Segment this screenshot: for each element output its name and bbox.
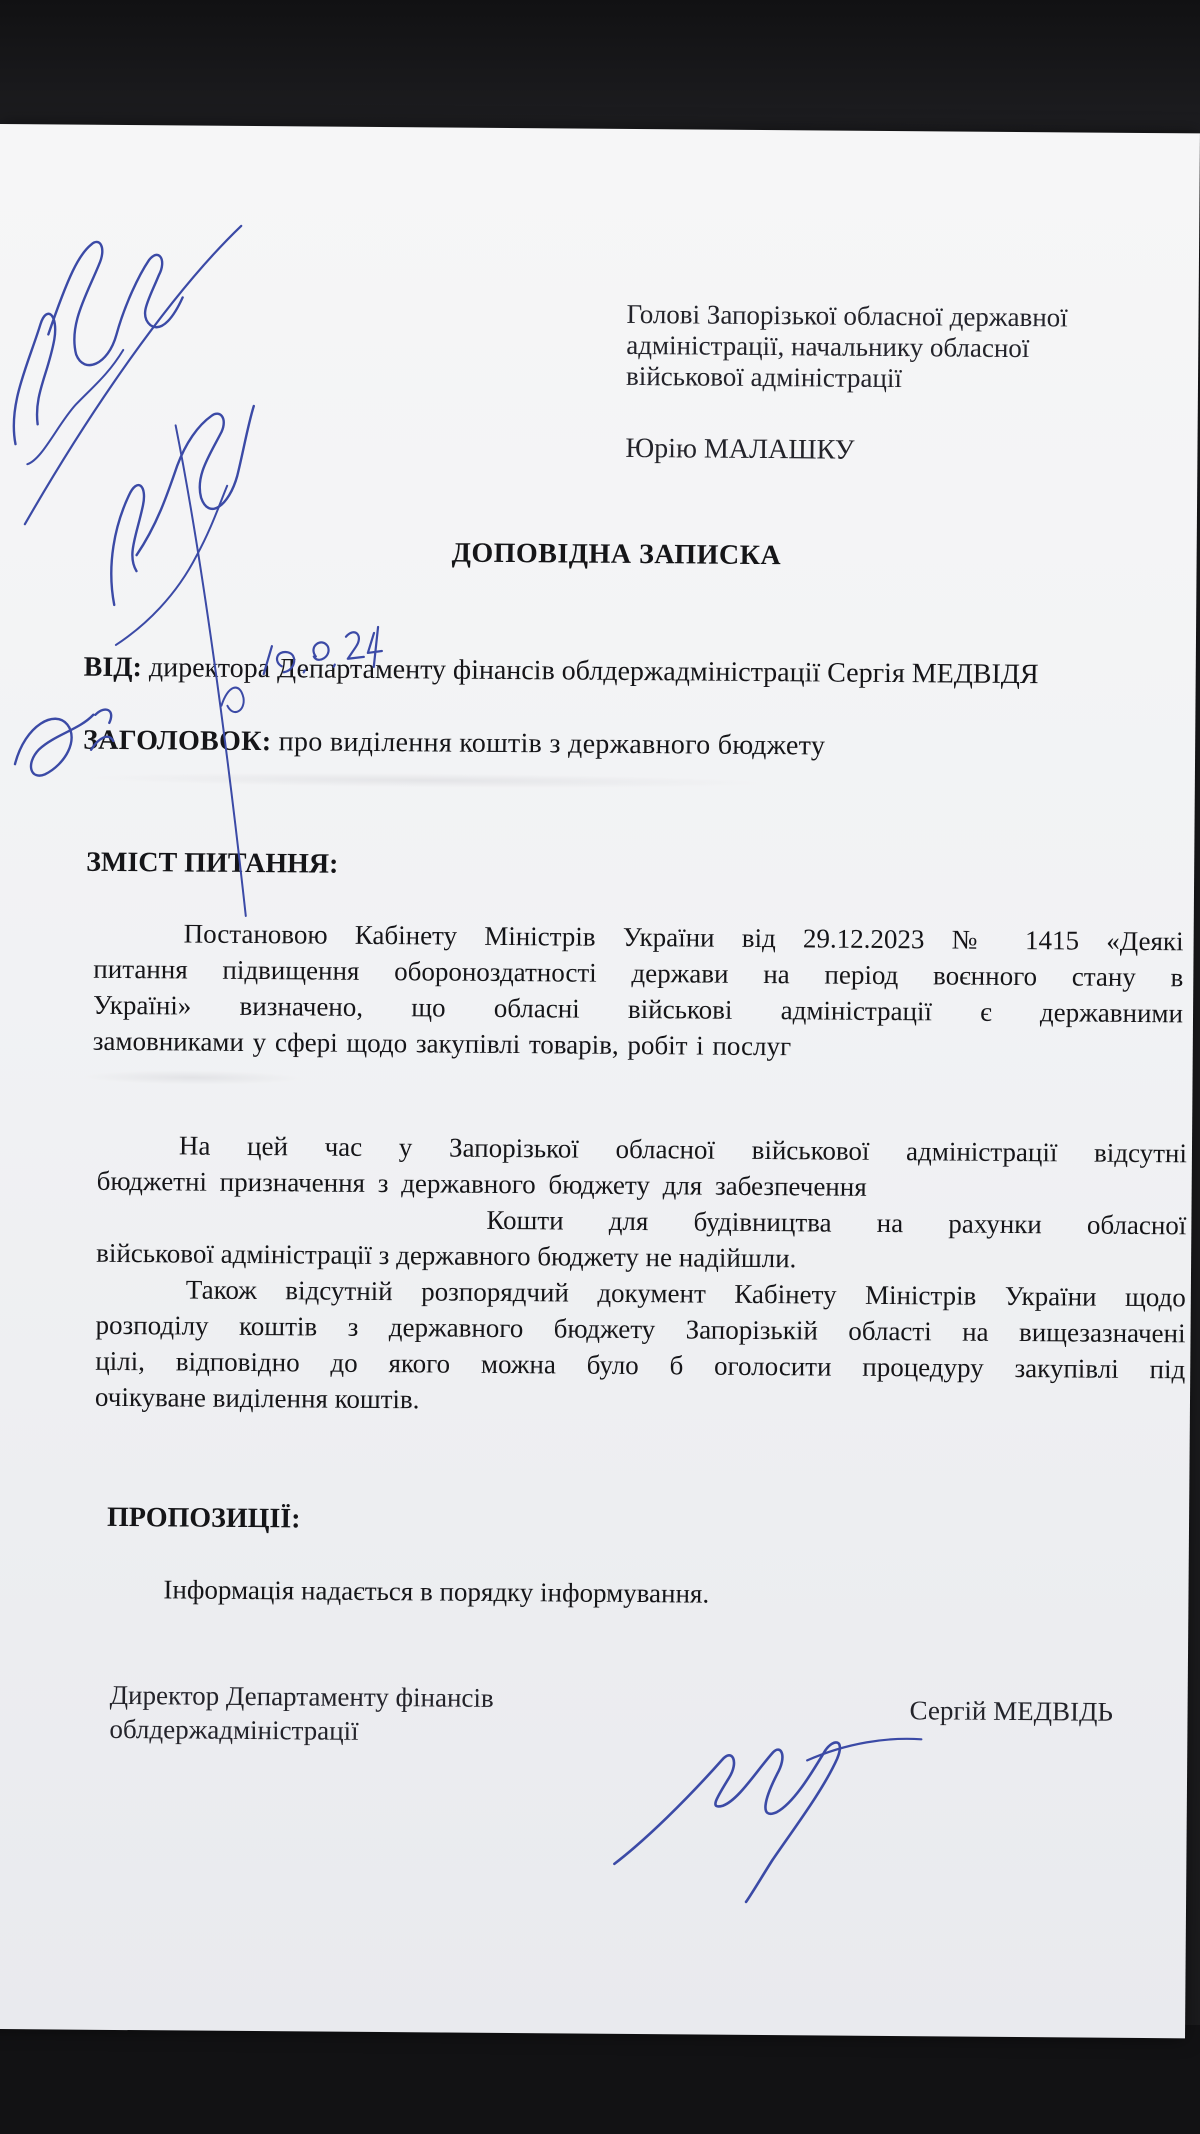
addressee-name: Юрію МАЛАШКУ xyxy=(625,432,855,466)
addressee-line: Голові Запорізької обласної державної xyxy=(626,298,1068,333)
paragraph-line: замовниками у сфері щодо закупівлі товарів, робіт і послуг xyxy=(92,1025,792,1062)
subject-label: ЗАГОЛОВОК: xyxy=(83,724,272,758)
resolution-scribble xyxy=(111,405,254,606)
paragraph-line: бюджетні призначення з державного бюджету для забезпечення xyxy=(96,1165,867,1202)
signatory-name: Сергій МЕДВІДЬ xyxy=(909,1695,1114,1727)
document-page xyxy=(0,124,1200,2038)
addressee-line: військової адміністрації xyxy=(625,360,903,394)
content-heading: ЗМІСТ ПИТАННЯ: xyxy=(86,846,339,880)
resolution-scribble xyxy=(14,241,183,445)
paragraph-line: військової адміністрації з державного бюджету не надійшли. xyxy=(96,1237,797,1274)
content-paragraph-3 xyxy=(95,1271,1186,1424)
signatory-position-line: Директор Департаменту фінансів xyxy=(109,1679,494,1713)
background-bottom xyxy=(0,2025,1200,2134)
signature-stroke xyxy=(807,1738,921,1761)
content-paragraph-1 xyxy=(93,915,1184,1068)
content-paragraph-2 xyxy=(96,1127,1187,1280)
redacted-area xyxy=(85,771,765,790)
paragraph-line: На цей час у Запорізької обласної військової адміністрації відсутні xyxy=(178,1130,1188,1169)
paragraph-line: очікуване виділення коштів. xyxy=(94,1381,420,1415)
paragraph-line: розподілу коштів з державного бюджету Запорізькій області на вищезазначені xyxy=(95,1309,1186,1349)
from-line xyxy=(84,650,1039,692)
addressee-line: адміністрації, начальнику обласної xyxy=(626,329,1030,364)
paragraph-line: Україні» визначено, що обласні військові адміністрації є державними xyxy=(92,989,1184,1029)
proposals-text: Інформація надається в порядку інформування. xyxy=(163,1574,710,1609)
resolution-scribble xyxy=(27,349,123,465)
paragraph-line: Кошти для будівництва на рахунки обласної xyxy=(486,1204,1187,1241)
subject-line xyxy=(83,723,825,764)
redacted-area xyxy=(82,1070,302,1086)
subject-text: про виділення коштів з державного бюджету xyxy=(278,726,826,762)
resolution-diagonal-stroke xyxy=(25,224,241,526)
signature-stroke xyxy=(614,1741,840,1903)
paragraph-line: цілі, відповідно до якого можна було б оголосити процедуру закупівлі під xyxy=(95,1345,1186,1385)
paragraph-line: питання підвищення обороноздатності держави на період воєнного стану в xyxy=(93,953,1184,993)
proposals-heading: ПРОПОЗИЦІЇ: xyxy=(106,1501,301,1535)
background-top xyxy=(0,0,1200,130)
paragraph-line: Також відсутній розпорядчий документ Кабінету Міністрів України щодо xyxy=(185,1274,1186,1313)
from-label: ВІД: xyxy=(83,651,143,684)
signatory-position-line: облдержадміністрації xyxy=(109,1713,359,1746)
resolution-scribble xyxy=(116,485,227,646)
signatory-position xyxy=(109,1678,494,1749)
from-text: директора Департаменту фінансів облдержадміністрації Сергія МЕДВІДЯ xyxy=(148,652,1039,691)
resolution-scribble xyxy=(221,687,243,712)
addressee-block xyxy=(626,299,1068,395)
document-title: ДОПОВІДНА ЗАПИСКА xyxy=(451,537,782,572)
paragraph-line: Постановою Кабінету Міністрів України від 29.12.2023 № 1415 «Деякі xyxy=(183,918,1184,957)
